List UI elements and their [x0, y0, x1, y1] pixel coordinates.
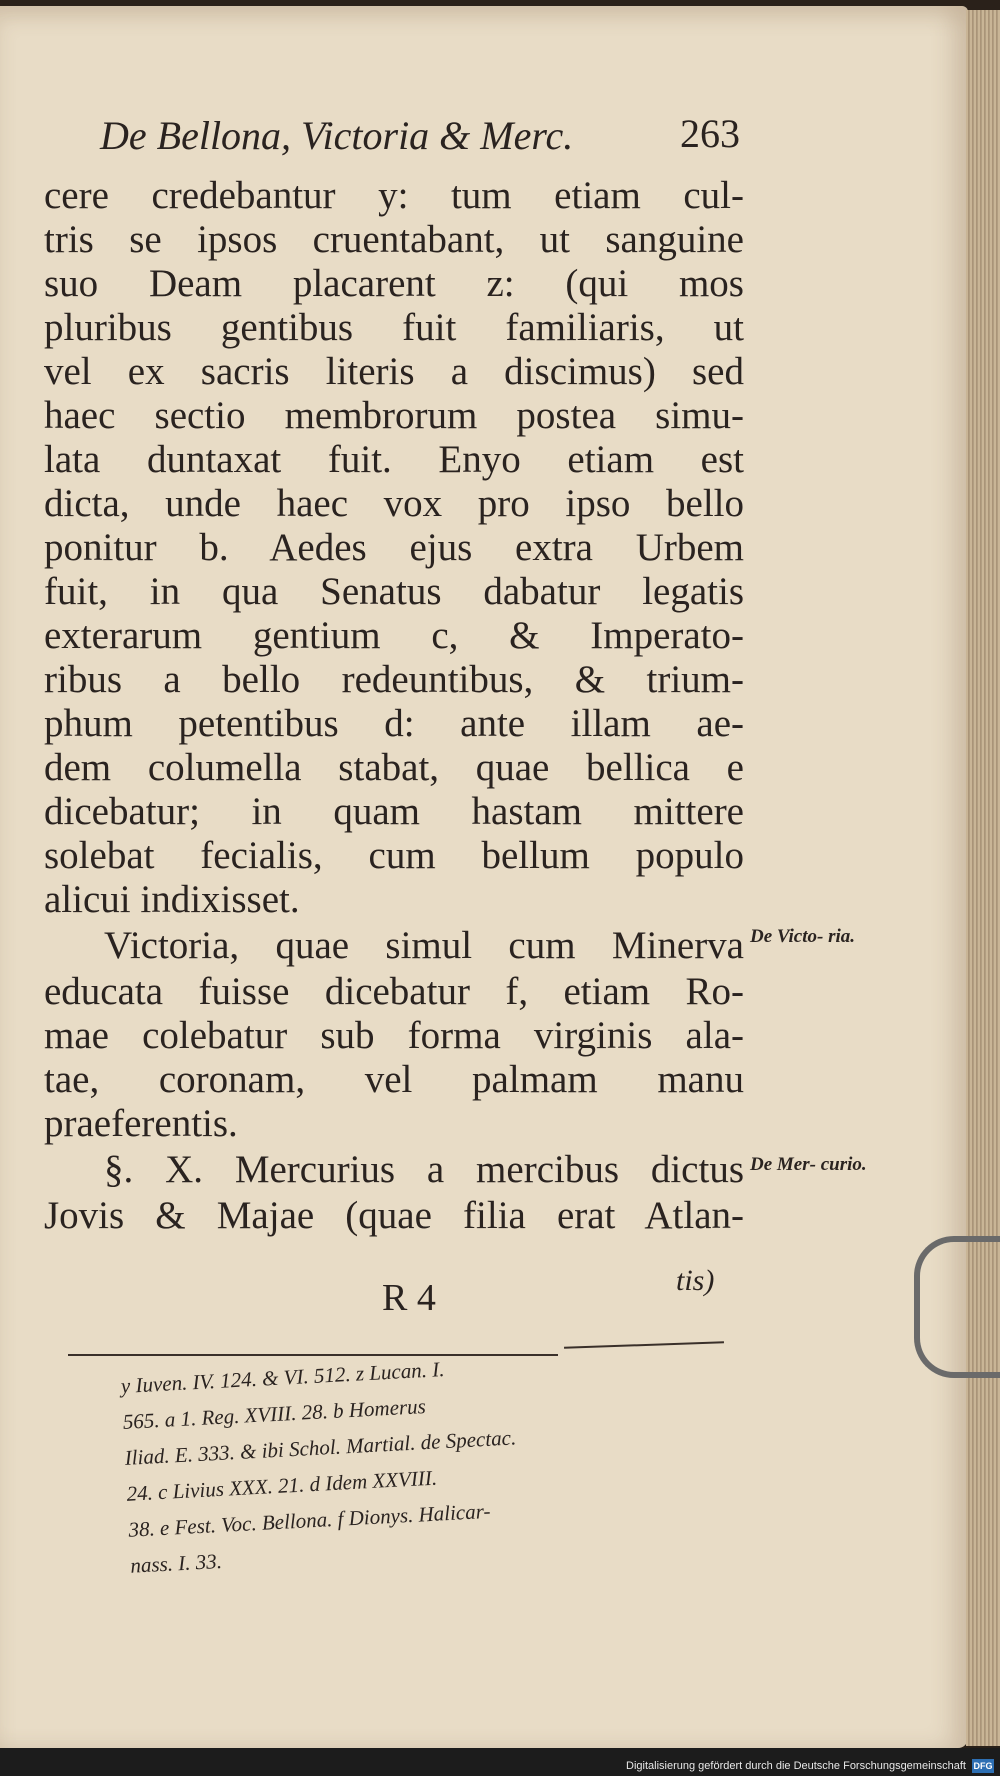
text-line: lata duntaxat fuit. Enyo etiam est — [44, 438, 744, 481]
text-line: suo Deam placarent z: (qui mos — [44, 262, 744, 305]
text-line: dicta, unde haec vox pro ipso bello — [44, 482, 744, 525]
footnote-line: nass. I. 33. — [129, 1548, 223, 1578]
footnote-line: y Iuven. IV. 124. & VI. 512. z Lucan. I. — [120, 1357, 446, 1398]
text-line: ribus a bello redeuntibus, & trium- — [44, 658, 744, 701]
page-edges — [966, 10, 1000, 1746]
text-line: alicui indixisset. — [44, 878, 300, 921]
footnote-line: 38. e Fest. Voc. Bellona. f Dionys. Halicar- — [127, 1498, 491, 1542]
footer-credit: Digitalisierung gefördert durch die Deutsche Forschungsgemeinschaft — [626, 1760, 966, 1772]
text-line: Victoria, quae simul cum Minerva — [104, 924, 744, 967]
text-line: tae, coronam, vel palmam manu — [44, 1058, 744, 1101]
text-line: praeferentis. — [44, 1102, 238, 1145]
header-title: De Bellona, Victoria & Merc. — [100, 113, 574, 158]
dfg-logo: DFG — [973, 1761, 993, 1771]
text-line: mae colebatur sub forma virginis ala- — [44, 1014, 744, 1057]
text-line: educata fuisse dicebatur f, etiam Ro- — [44, 970, 744, 1013]
footnote-line: Iliad. E. 333. & ibi Schol. Martial. de Spectac. — [124, 1425, 517, 1470]
margin-note-mercurio: De Mer- curio. — [750, 1154, 867, 1175]
paper-clip — [914, 1236, 1000, 1378]
text-line: §. X. Mercurius a mercibus dictus — [104, 1148, 744, 1191]
text-line: ponitur b. Aedes ejus extra Urbem — [44, 526, 744, 569]
footnotes — [120, 1336, 750, 1584]
signature-mark: R 4 — [382, 1277, 436, 1319]
text-line: pluribus gentibus fuit familiaris, ut — [44, 306, 744, 349]
running-header — [100, 112, 740, 162]
footnote-line: 24. c Livius XXX. 21. d Idem XXVIII. — [125, 1465, 438, 1506]
text-line: solebat fecialis, cum bellum populo — [44, 834, 744, 877]
page-number: 263 — [680, 111, 740, 156]
text-line: phum petentibus d: ante illam ae- — [44, 702, 744, 745]
footnote-line: 565. a 1. Reg. XVIII. 28. b Homerus — [122, 1394, 427, 1434]
text-line: cere credebantur y: tum etiam cul- — [44, 174, 744, 217]
text-line: vel ex sacris literis a discimus) sed — [44, 350, 744, 393]
text-line: dem columella stabat, quae bellica e — [44, 746, 744, 789]
text-line: exterarum gentium c, & Imperato- — [44, 614, 744, 657]
text-line: tris se ipsos cruentabant, ut sanguine — [44, 218, 744, 261]
text-line: Jovis & Majae (quae filia erat Atlan- — [44, 1194, 744, 1237]
margin-note-victoria: De Victo- ria. — [750, 926, 856, 947]
text-line: haec sectio membrorum postea simu- — [44, 394, 744, 437]
text-line: fuit, in qua Senatus dabatur legatis — [44, 570, 744, 613]
catchword: tis) — [676, 1264, 715, 1297]
text-line: dicebatur; in quam hastam mittere — [44, 790, 744, 833]
